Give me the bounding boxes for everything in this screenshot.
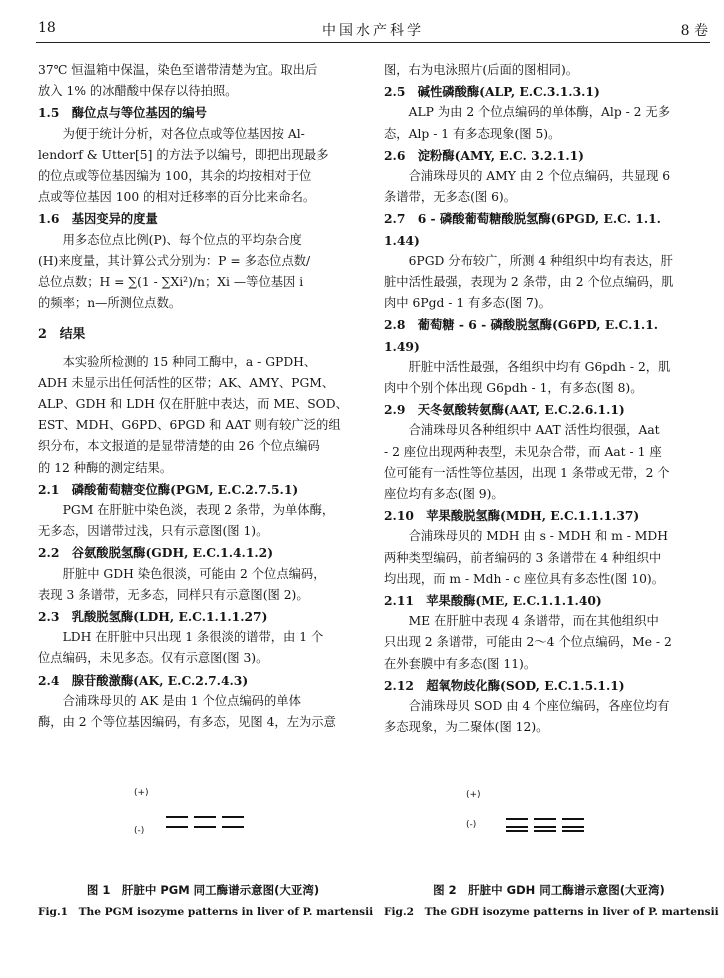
section-heading-2-11: 2.11 苹果酸酶(ME, E.C.1.1.1.40) <box>384 593 602 609</box>
volume-label: 8 卷 <box>680 23 708 39</box>
text-line: 的 12 种酶的测定结果。 <box>38 460 173 475</box>
section-heading-2-6: 2.6 淀粉酶(AMY, E.C. 3.2.1.1) <box>384 147 584 163</box>
text-line: ADH 未显示出任何活性的区带；AK、AMY、PGM、 <box>38 375 335 390</box>
gel-band <box>194 816 216 818</box>
text-line: ALP 为由 2 个位点编码的单体酶，Alp - 2 无多 <box>408 105 671 120</box>
text-line: 条谱带，无多态(图 6)。 <box>384 190 516 205</box>
section-heading-2-10: 2.10 苹果酸脱氢酶(MDH, E.C.1.1.1.37) <box>384 508 640 524</box>
section-heading-2-8-cont: 1.49) <box>384 338 420 354</box>
section-heading-2-5: 2.5 碱性磷酸酶(ALP, E.C.3.1.3.1) <box>384 84 600 100</box>
text-line: 合浦珠母贝各种组织中 AAT 活性均很强，Aat <box>408 423 660 438</box>
section-heading-1-6: 1.6 基因变异的度量 <box>38 211 158 227</box>
anode-mark: (+) <box>466 790 481 800</box>
text-line: 合浦珠母贝的 AMY 由 2 个位点编码，共显现 6 <box>408 169 671 184</box>
text-line: 态，Alp - 1 有多态现象(图 5)。 <box>384 126 561 141</box>
text-line: PGM 在肝脏中染色淡，表现 2 条带，为单体酶， <box>62 503 335 518</box>
text-line: ME 在肝脏中表现 4 条谱带，而在其他组织中 <box>408 614 659 629</box>
text-line: 点或等位基因 100 的相对迁移率的百分比来命名。 <box>38 190 316 205</box>
text-line: 合浦珠母贝 SOD 由 4 个座位编码，各座位均有 <box>408 699 670 714</box>
section-heading-2-7: 2.7 6 - 磷酸葡萄糖酸脱氢酶(6PGD, E.C. 1.1. <box>384 211 661 227</box>
text-line: LDH 在肝脏中只出现 1 条很淡的谱带，由 1 个 <box>62 630 324 645</box>
text-line: lendorf & Utter[5] 的方法予以编号，即把出现最多 <box>38 147 329 162</box>
page-number: 18 <box>38 20 56 36</box>
gel-diagram-gdh <box>384 780 714 860</box>
text-line: 位点编码，未见多态。仅有示意图(图 3)。 <box>38 651 269 666</box>
section-heading-2-1: 2.1 磷酸葡萄糖变位酶(PGM, E.C.2.7.5.1) <box>38 481 299 497</box>
section-heading-2-8: 2.8 葡萄糖 - 6 - 磷酸脱氢酶(G6PD, E.C.1.1. <box>384 317 659 333</box>
figure-1 <box>38 780 374 970</box>
gel-band <box>506 826 528 828</box>
text-line: 的频率；n—所测位点数。 <box>38 296 182 311</box>
section-heading-2-2: 2.2 谷氨酸脱氢酶(GDH, E.C.1.4.1.2) <box>38 545 274 561</box>
text-line: 位可能有一活性等位基因，出现 1 条带或无带，2 个 <box>384 465 670 480</box>
cathode-mark: (-) <box>134 826 145 836</box>
text-line: 放入 1% 的冰醋酸中保存以待拍照。 <box>38 84 238 99</box>
text-line: - 2 座位出现两种表型，未见杂合带，而 Aat - 1 座 <box>384 444 662 459</box>
gel-band <box>166 826 188 828</box>
cathode-mark: (-) <box>466 820 477 830</box>
left-column <box>38 60 356 733</box>
text-line: 酶，由 2 个等位基因编码，有多态，见图 4，左为示意 <box>38 715 336 730</box>
text-line: 肉中 6Pgd - 1 有多态(图 7)。 <box>384 296 551 311</box>
text-line: 座位均有多态(图 9)。 <box>384 487 504 502</box>
text-line: 37℃ 恒温箱中保温，染色至谱带清楚为宜。取出后 <box>38 63 318 77</box>
gel-band <box>562 818 584 820</box>
text-line: 为便于统计分析，对各位点或等位基因按 Al- <box>62 126 305 141</box>
text-line: 只出现 2 条谱带，可能由 2～4 个位点编码，Me - 2 <box>384 635 672 650</box>
figure-2 <box>384 780 719 970</box>
text-line: 合浦珠母贝的 MDH 由 s - MDH 和 m - MDH <box>408 529 668 544</box>
gel-band <box>194 826 216 828</box>
gel-band <box>562 826 584 828</box>
text-line: 肝脏中 GDH 染色很淡，可能由 2 个位点编码， <box>62 566 326 581</box>
text-line: 本实验所检测的 15 种同工酶中，a - GPDH、 <box>62 354 317 369</box>
text-line: 合浦珠母贝的 AK 是由 1 个位点编码的单体 <box>62 693 301 708</box>
running-header <box>36 16 710 43</box>
text-line: ALP、GDH 和 LDH 仅在肝脏中表达，而 ME、SOD、 <box>38 397 348 412</box>
text-line: 在外套膜中有多态(图 11)。 <box>384 656 537 671</box>
gel-band <box>222 816 244 818</box>
section-heading-1-5: 1.5 酶位点与等位基因的编号 <box>38 105 207 121</box>
gel-diagram-pgm <box>38 780 368 860</box>
section-heading-2-4: 2.4 腺苷酸激酶(AK, E.C.2.7.4.3) <box>38 672 249 688</box>
text-line: 的位点或等位基因编为 100，其余的均按相对于位 <box>38 169 312 184</box>
section-heading-2-7-cont: 1.44) <box>384 232 420 248</box>
text-line: 总位点数；H = ∑(1 - ∑Xi²)/n；Xi —等位基因 i <box>38 275 304 290</box>
text-line: 肝脏中活性最强，各组织中均有 G6pdh - 2，肌 <box>408 359 671 374</box>
text-line: 两种类型编码，前者编码的 3 条谱带在 4 种组织中 <box>384 550 662 565</box>
text-line: 脏中活性最强，表现为 2 条带，由 2 个位点编码，肌 <box>384 275 674 290</box>
text-line: 肉中个别个体出现 G6pdh - 1，有多态(图 8)。 <box>384 381 643 396</box>
figure-1-caption-cn: 图 1 肝脏中 PGM 同工酶谱示意图(大亚湾) <box>86 883 320 897</box>
text-line: 用多态位点比例(P)、每个位点的平均杂合度 <box>62 232 302 247</box>
figure-2-caption-en: Fig.2 The GDH isozyme patterns in liver of P. martensii <box>384 906 719 918</box>
right-column <box>384 60 704 739</box>
gel-band <box>222 826 244 828</box>
text-line: EST、MDH、G6PD、6PGD 和 AAT 则有较广泛的组 <box>38 418 341 433</box>
figure-2-caption-cn: 图 2 肝脏中 GDH 同工酶谱示意图(大亚湾) <box>433 883 665 897</box>
section-heading-2-12: 2.12 超氧物歧化酶(SOD, E.C.1.5.1.1) <box>384 677 625 693</box>
journal-title: 中国水产科学 <box>322 23 424 39</box>
text-line: 织分布，本文报道的是显带清楚的由 26 个位点编码 <box>38 439 320 454</box>
text-line: 多态现象，为二聚体(图 12)。 <box>384 720 549 735</box>
section-heading-2: 2 结果 <box>38 327 86 343</box>
text-line: 6PGD 分布较广，所测 4 种组织中均有表达，肝 <box>408 253 673 268</box>
gel-band <box>534 818 556 820</box>
text-line: (H)来度量，其计算公式分别为：P = 多态位点数/ <box>38 253 311 268</box>
gel-band <box>506 830 528 832</box>
figure-1-caption-en: Fig.1 The PGM isozyme patterns in liver of P. martensii <box>38 906 374 918</box>
gel-band <box>506 818 528 820</box>
gel-band <box>562 830 584 832</box>
text-line: 无多态，因谱带过浅，只有示意图(图 1)。 <box>38 524 269 539</box>
gel-band <box>534 826 556 828</box>
gel-band <box>166 816 188 818</box>
gel-band <box>534 830 556 832</box>
text-line: 表现 3 条谱带，无多态，同样只有示意图(图 2)。 <box>38 587 309 602</box>
anode-mark: (+) <box>134 788 149 798</box>
text-line: 图，右为电泳照片(后面的图相同)。 <box>384 63 579 77</box>
section-heading-2-9: 2.9 天冬氨酸转氨酶(AAT, E.C.2.6.1.1) <box>384 402 625 418</box>
text-line: 均出现，而 m - Mdh - c 座位具有多态性(图 10)。 <box>384 571 665 586</box>
section-heading-2-3: 2.3 乳酸脱氢酶(LDH, E.C.1.1.1.27) <box>38 609 268 625</box>
